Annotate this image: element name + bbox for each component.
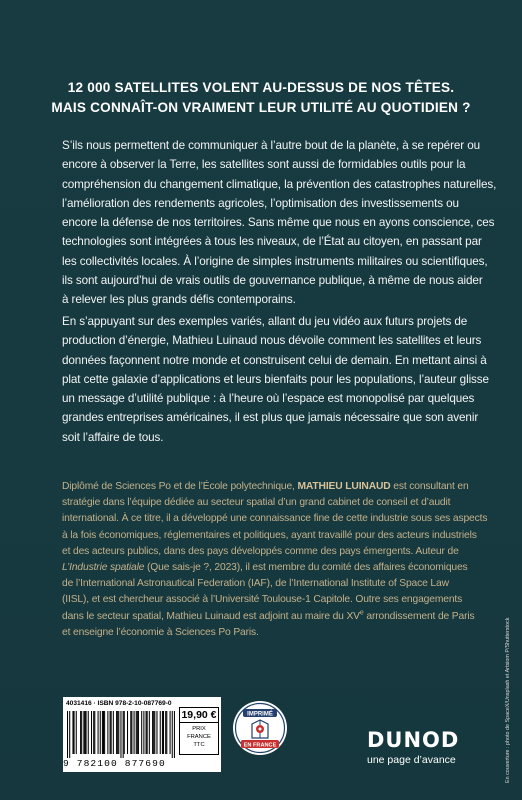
- barcode-bar: [98, 711, 99, 754]
- printed-in-france-badge: [232, 700, 288, 756]
- barcode-bar: [153, 711, 154, 754]
- headline-line-1: 12 000 SATELLITES VOLENT AU-DESSUS DE NOS TÊTES.: [67, 80, 455, 95]
- barcode-bar: [149, 711, 150, 754]
- barcode-bar: [102, 711, 103, 754]
- barcode-bar: [120, 711, 121, 758]
- price-label: [180, 723, 218, 749]
- text-line: données façonnent notre monde et construisent celui de demain. En mettant ainsi à: [62, 353, 487, 367]
- barcode-bar: [124, 711, 125, 754]
- barcode-bar: [146, 711, 147, 754]
- price-label-line: FRANCE: [187, 734, 211, 740]
- barcode-bar: [172, 711, 173, 758]
- barcode-bar: [76, 711, 77, 754]
- barcode-panel: [63, 697, 221, 772]
- text-line: un message d’utilité publique : à l’heure où l’espace est monopolisé par quelques: [62, 392, 475, 406]
- barcode-bar: [174, 711, 175, 758]
- badge-top-text: IMPRIMÉ: [247, 711, 273, 718]
- bio-line: international. À ce titre, il a développé une connaissance fine de cette industrie sous ses aspects: [62, 513, 488, 525]
- barcode-bar: [83, 711, 84, 754]
- barcode-bar: [123, 711, 124, 758]
- price-box: [179, 707, 219, 755]
- bio-text: Diplômé de Sciences Po et de l’École polytechnique,: [62, 481, 298, 492]
- price-value: 19,90 €: [181, 709, 217, 721]
- summary-paragraph-1: [62, 136, 497, 310]
- price-label-line: TTC: [193, 742, 205, 748]
- barcode-bar: [84, 711, 85, 754]
- barcode-bar: [104, 711, 105, 754]
- bio-line: et des acteurs publics, dans des pays développés comme des pays émergents. Auteur de: [62, 545, 459, 557]
- barcode-bar: [127, 711, 128, 754]
- bio-text: dans le secteur spatial, Mathieu Luinaud est adjoint au maire du XV: [62, 610, 360, 622]
- barcode-bar: [162, 711, 163, 754]
- text-line: soit l’affaire de tous.: [62, 430, 164, 444]
- barcode-icon: [67, 711, 175, 758]
- bio-line: de l’International Astronautical Federation (IAF), de l’International Institute of Space Law: [62, 578, 449, 590]
- barcode-bar: [147, 711, 148, 754]
- author-bio: [62, 479, 488, 641]
- bio-line: [62, 560, 478, 576]
- text-line: production d’énergie, Mathieu Luinaud nous dévoile comment les satellites et leurs: [62, 334, 482, 348]
- bio-text: est consultant en: [390, 481, 469, 492]
- barcode-bar: [143, 711, 144, 754]
- text-line: En s’appuyant sur des exemples variés, allant du jeu vidéo aux futurs projets de: [62, 315, 468, 328]
- barcode-bar: [113, 711, 114, 754]
- text-line: technologies sont intégrées à tous les niveaux, de l’État au citoyen, en passant par: [62, 235, 482, 249]
- bio-text: arrondissement de Paris: [363, 610, 475, 622]
- headline: [0, 78, 522, 118]
- barcode-bar: [166, 711, 167, 754]
- isbn-text: 4031416 · ISBN 978-2-10-087769-0: [66, 700, 172, 707]
- text-line: encore à observer la Terre, les satellites sont aussi de formidables outils pour la: [62, 158, 466, 172]
- text-line: compréhension du changement climatique, la prévention des catastrophes naturelles,: [62, 177, 497, 191]
- barcode-bar: [88, 711, 89, 754]
- badge-bottom-text: EN FRANCE: [243, 742, 277, 749]
- barcode-bar: [110, 711, 111, 754]
- barcode-bar: [118, 711, 119, 754]
- bio-line: à la fois économiques, réglementaires et politiques, ayant travaillé pour des acteurs industriels: [62, 529, 477, 541]
- bio-line: [62, 609, 478, 625]
- text-line: S’ils nous permettent de communiquer à l’autre bout de la planète, à se repérer ou: [62, 139, 480, 152]
- pin-dot: [259, 728, 262, 731]
- price-label-line: PRIX: [192, 726, 206, 732]
- barcode-bar: [156, 711, 157, 754]
- barcode-bar: [130, 711, 131, 754]
- headline-line-2: MAIS CONNAÎT-ON VRAIMENT LEUR UTILITÉ AU QUOTIDIEN ?: [51, 100, 471, 115]
- barcode-bar: [111, 711, 112, 754]
- barcode-bar: [103, 711, 104, 754]
- barcode-bar: [134, 711, 135, 754]
- cover-photo-credit: En couverture : photo de SpaceX/Unsplash et Artsiom P/Shutterstock: [505, 617, 511, 783]
- barcode-bar: [165, 711, 166, 754]
- barcode-bar: [116, 711, 117, 754]
- barcode-bar: [74, 711, 75, 754]
- barcode-bar: [91, 711, 92, 754]
- bio-line: (IISL), et est chercheur associé à l’Université Toulouse-1 Capitole. Outre ses engagements: [62, 594, 463, 606]
- text-line: encore la défense de nos territoires. Sans même que nous en ayons conscience, ces: [62, 216, 495, 230]
- barcode-bar: [160, 711, 161, 754]
- bio-text: (Que sais-je ?, 2023), il est membre du comité des affaires économiques: [144, 562, 468, 574]
- barcode-digits: 9 782100 877690: [63, 758, 166, 769]
- barcode-bar: [154, 711, 155, 754]
- barcode-bar: [86, 711, 87, 754]
- publisher-tagline: une page d’avance: [367, 754, 456, 766]
- text-line: plat cette galaxie d’applications et leurs bienfaits pour les populations, l’auteur glisse: [62, 372, 489, 386]
- barcode-bar: [107, 711, 108, 754]
- barcode-bar: [163, 711, 164, 754]
- publisher-logo: DUNOD: [367, 728, 460, 752]
- text-line: ils sont aujourd’hui de vrais outils de gouvernance publique, à même de nous aider: [62, 274, 483, 288]
- barcode-bar: [117, 711, 118, 754]
- ordinal-suffix: e: [359, 609, 364, 617]
- barcode-bar: [93, 711, 94, 754]
- summary-paragraph-2: [62, 312, 489, 447]
- barcode-bar: [137, 711, 138, 754]
- book-title: L’Industrie spatiale: [62, 562, 145, 574]
- bio-line: stratégie dans l’équipe dédiée au secteur spatial d’un grand cabinet de conseil et d’audit: [62, 497, 451, 509]
- text-line: grandes entreprises américaines, il est plus que jamais nécessaire que son avenir: [62, 411, 479, 425]
- barcode-bar: [69, 711, 70, 758]
- barcode-bar: [136, 711, 137, 754]
- barcode-bar: [141, 711, 142, 754]
- barcode-bar: [72, 711, 73, 754]
- barcode-bar: [131, 711, 132, 754]
- text-line: l’amélioration des rendements agricoles, l’optimisation des investissements ou: [62, 196, 459, 210]
- author-name: MATHIEU LUINAUD: [297, 481, 391, 492]
- barcode-bar: [152, 711, 153, 754]
- barcode-bar: [94, 711, 95, 754]
- text-line: à relever les plus grands défis contemporains.: [62, 293, 296, 307]
- barcode-bar: [170, 711, 171, 754]
- bio-line: et enseigne l’économie à Sciences Po Paris.: [62, 626, 259, 638]
- barcode-bar: [67, 711, 68, 758]
- barcode-bar: [80, 711, 81, 754]
- bio-line: [62, 479, 478, 495]
- barcode-bar: [81, 711, 82, 754]
- text-line: les collectivités locales. À l’origine de simples instruments militaires ou scientifiques,: [62, 254, 488, 268]
- barcode-bar: [138, 711, 139, 754]
- barcode-bar: [100, 711, 101, 754]
